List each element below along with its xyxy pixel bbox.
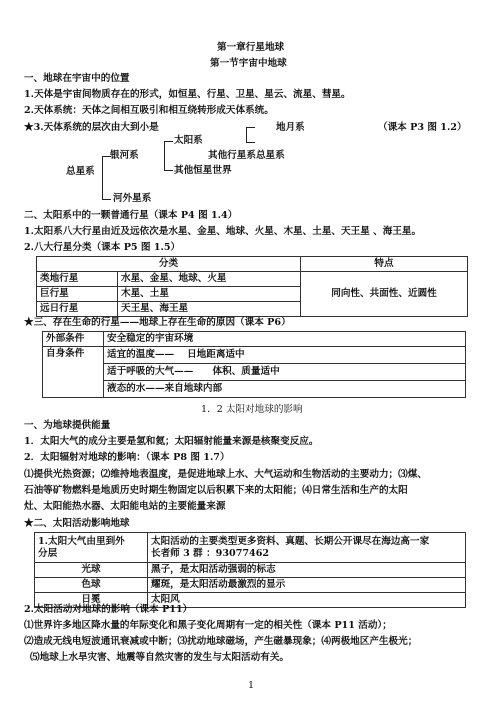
planet-table (36, 256, 468, 317)
part2-item1: 1.太阳系八大行星由近及远依次是水星、金星、地球、火星、木星、土星、天王星 、海王星。 (24, 226, 422, 237)
earth-moon-system: 地月系 (276, 122, 305, 133)
part1-item2: 2.天体系统：天体之间相互吸引和相互绕转形成天体系统。 (24, 105, 274, 116)
activity-impact-heading: 2.太阳活动对地球的影响（课本 P11） (24, 604, 193, 615)
total-universe-label: 总星系 (66, 166, 95, 177)
activity-heading: ★二、太阳活动影响地球 (24, 518, 130, 529)
energy-item1: 1．太阳大气的成分主要是氢和氦；太阳辐射能量来源是核聚变反应。 (24, 436, 319, 447)
self-condition-row: 液态的水——来自地球内部 (104, 380, 466, 397)
external-condition-value: 安全稳定的宇宙环境 (104, 332, 466, 347)
activity-impact-line1: ⑴世界许多地区降水量的年际变化和黑子变化周期有一定的相关性（课本 P11 活动）； (24, 620, 392, 631)
part2-item2: 2.八大行星分类（课本 P5 图 1.5） (24, 242, 181, 253)
activity-desc: 耀斑，是太阳活动最激烈的显示 (148, 578, 466, 593)
activity-impact-line2: ⑵造成无线电短波通讯衰减或中断；⑶扰动地球磁场，产生磁暴现象；⑷两极地区产生极光； (24, 636, 418, 647)
brace-solar (246, 127, 255, 143)
activity-types-line1: 太阳活动的主要类型更多资料、真题、长期公开课尽在海边高一家 (151, 535, 430, 547)
planet-type: 远日行星 (37, 301, 118, 316)
self-condition-label: 自身条件 (43, 346, 104, 397)
activity-layer: 光球 (35, 563, 148, 578)
chapter-title: 第一章行星地球 (217, 42, 285, 53)
section-title: 第一节宇宙中地球 (210, 58, 287, 69)
energy-para-line3: 灶、太阳能热水器、太阳能电站的主要能量来源 (24, 501, 226, 512)
planet-members: 水星、金星、地球、火星 (118, 271, 301, 286)
planet-type: 巨行星 (37, 286, 118, 301)
page-number: 1 (248, 680, 255, 691)
energy-heading: 一、为地球提供能量 (24, 420, 111, 431)
planet-members: 木星、土星 (118, 286, 301, 301)
activity-table-types (148, 533, 466, 563)
activity-label-line1: 1.太阳大气由里到外 (38, 535, 125, 547)
section2-title: 1．2 太阳对地球的影响 (201, 404, 303, 415)
part1-item1: 1.天体是宇宙间物质存在的形式，如恒星、行星、卫星、星云、流星、彗星。 (24, 89, 351, 100)
brace-universe (102, 156, 111, 200)
other-planets-label: 其他行星系总星系 (208, 150, 285, 161)
planet-type: 类地行星 (37, 271, 118, 286)
planet-table-header-feature: 特点 (301, 257, 468, 272)
solar-system-label: 太阳系 (174, 135, 203, 146)
activity-layer: 色球 (35, 578, 148, 593)
external-condition-label: 外部条件 (43, 332, 104, 347)
energy-item2: 2．太阳辐射对地球的影响：（课本 P8 图 1.7） (24, 452, 230, 463)
brace-galaxy (164, 141, 173, 171)
planet-table-header-category: 分类 (37, 257, 301, 272)
part1-item3: ★3.天体系统的层次由大到小是 (24, 122, 159, 133)
activity-impact-line3: ⑸地球上水旱灾害、地震等自然灾害的发生与太阳活动有关。 (30, 652, 290, 663)
life-conditions-table (42, 331, 466, 398)
planet-members: 天王星、海王星 (118, 301, 301, 316)
galaxy-label: 银河系 (110, 150, 139, 161)
activity-desc: 黑子，是太阳活动强弱的标志 (148, 563, 466, 578)
activity-table-label (35, 533, 148, 563)
activity-layer: 日冕 (35, 593, 148, 608)
activity-types-line2: 长者师 3 群 ：93077462 (151, 547, 270, 559)
part2-heading: 二、太阳系中的一颗普通行星（课本 P4 图 1.4） (24, 210, 238, 221)
energy-para-line1: ⑴提供光热资源；⑵维持地表温度，是促进地球上水、大气运动和生物活动的主要动力；⑶煤、 (24, 469, 427, 480)
other-stars-label: 其他恒星世界 (174, 165, 232, 176)
part3-heading: ★三、存在生命的行星——地球上存在生命的原因（课本 P6） (24, 317, 291, 328)
activity-desc: 太阳风 (148, 593, 466, 608)
extragalactic-label: 河外星系 (113, 193, 152, 204)
self-condition-row: 适宜的温度—— 日地距离适中 (104, 346, 466, 363)
solar-activity-table (34, 532, 466, 608)
activity-label-line2: 分层 (38, 547, 58, 559)
energy-para-line2: 石油等矿物燃料是地质历史时期生物固定以后积累下来的太阳能；⑷日常生活和生产的太阳 (24, 485, 408, 496)
part1-heading: 一、地球在宇宙中的位置 (24, 73, 130, 84)
planet-feature: 同向性、共面性、近圆性 (301, 271, 468, 316)
self-condition-row: 适于呼吸的大气—— 体积、质量适中 (104, 363, 466, 380)
part1-ref: （课本 P3 图 1.2） (378, 122, 467, 133)
